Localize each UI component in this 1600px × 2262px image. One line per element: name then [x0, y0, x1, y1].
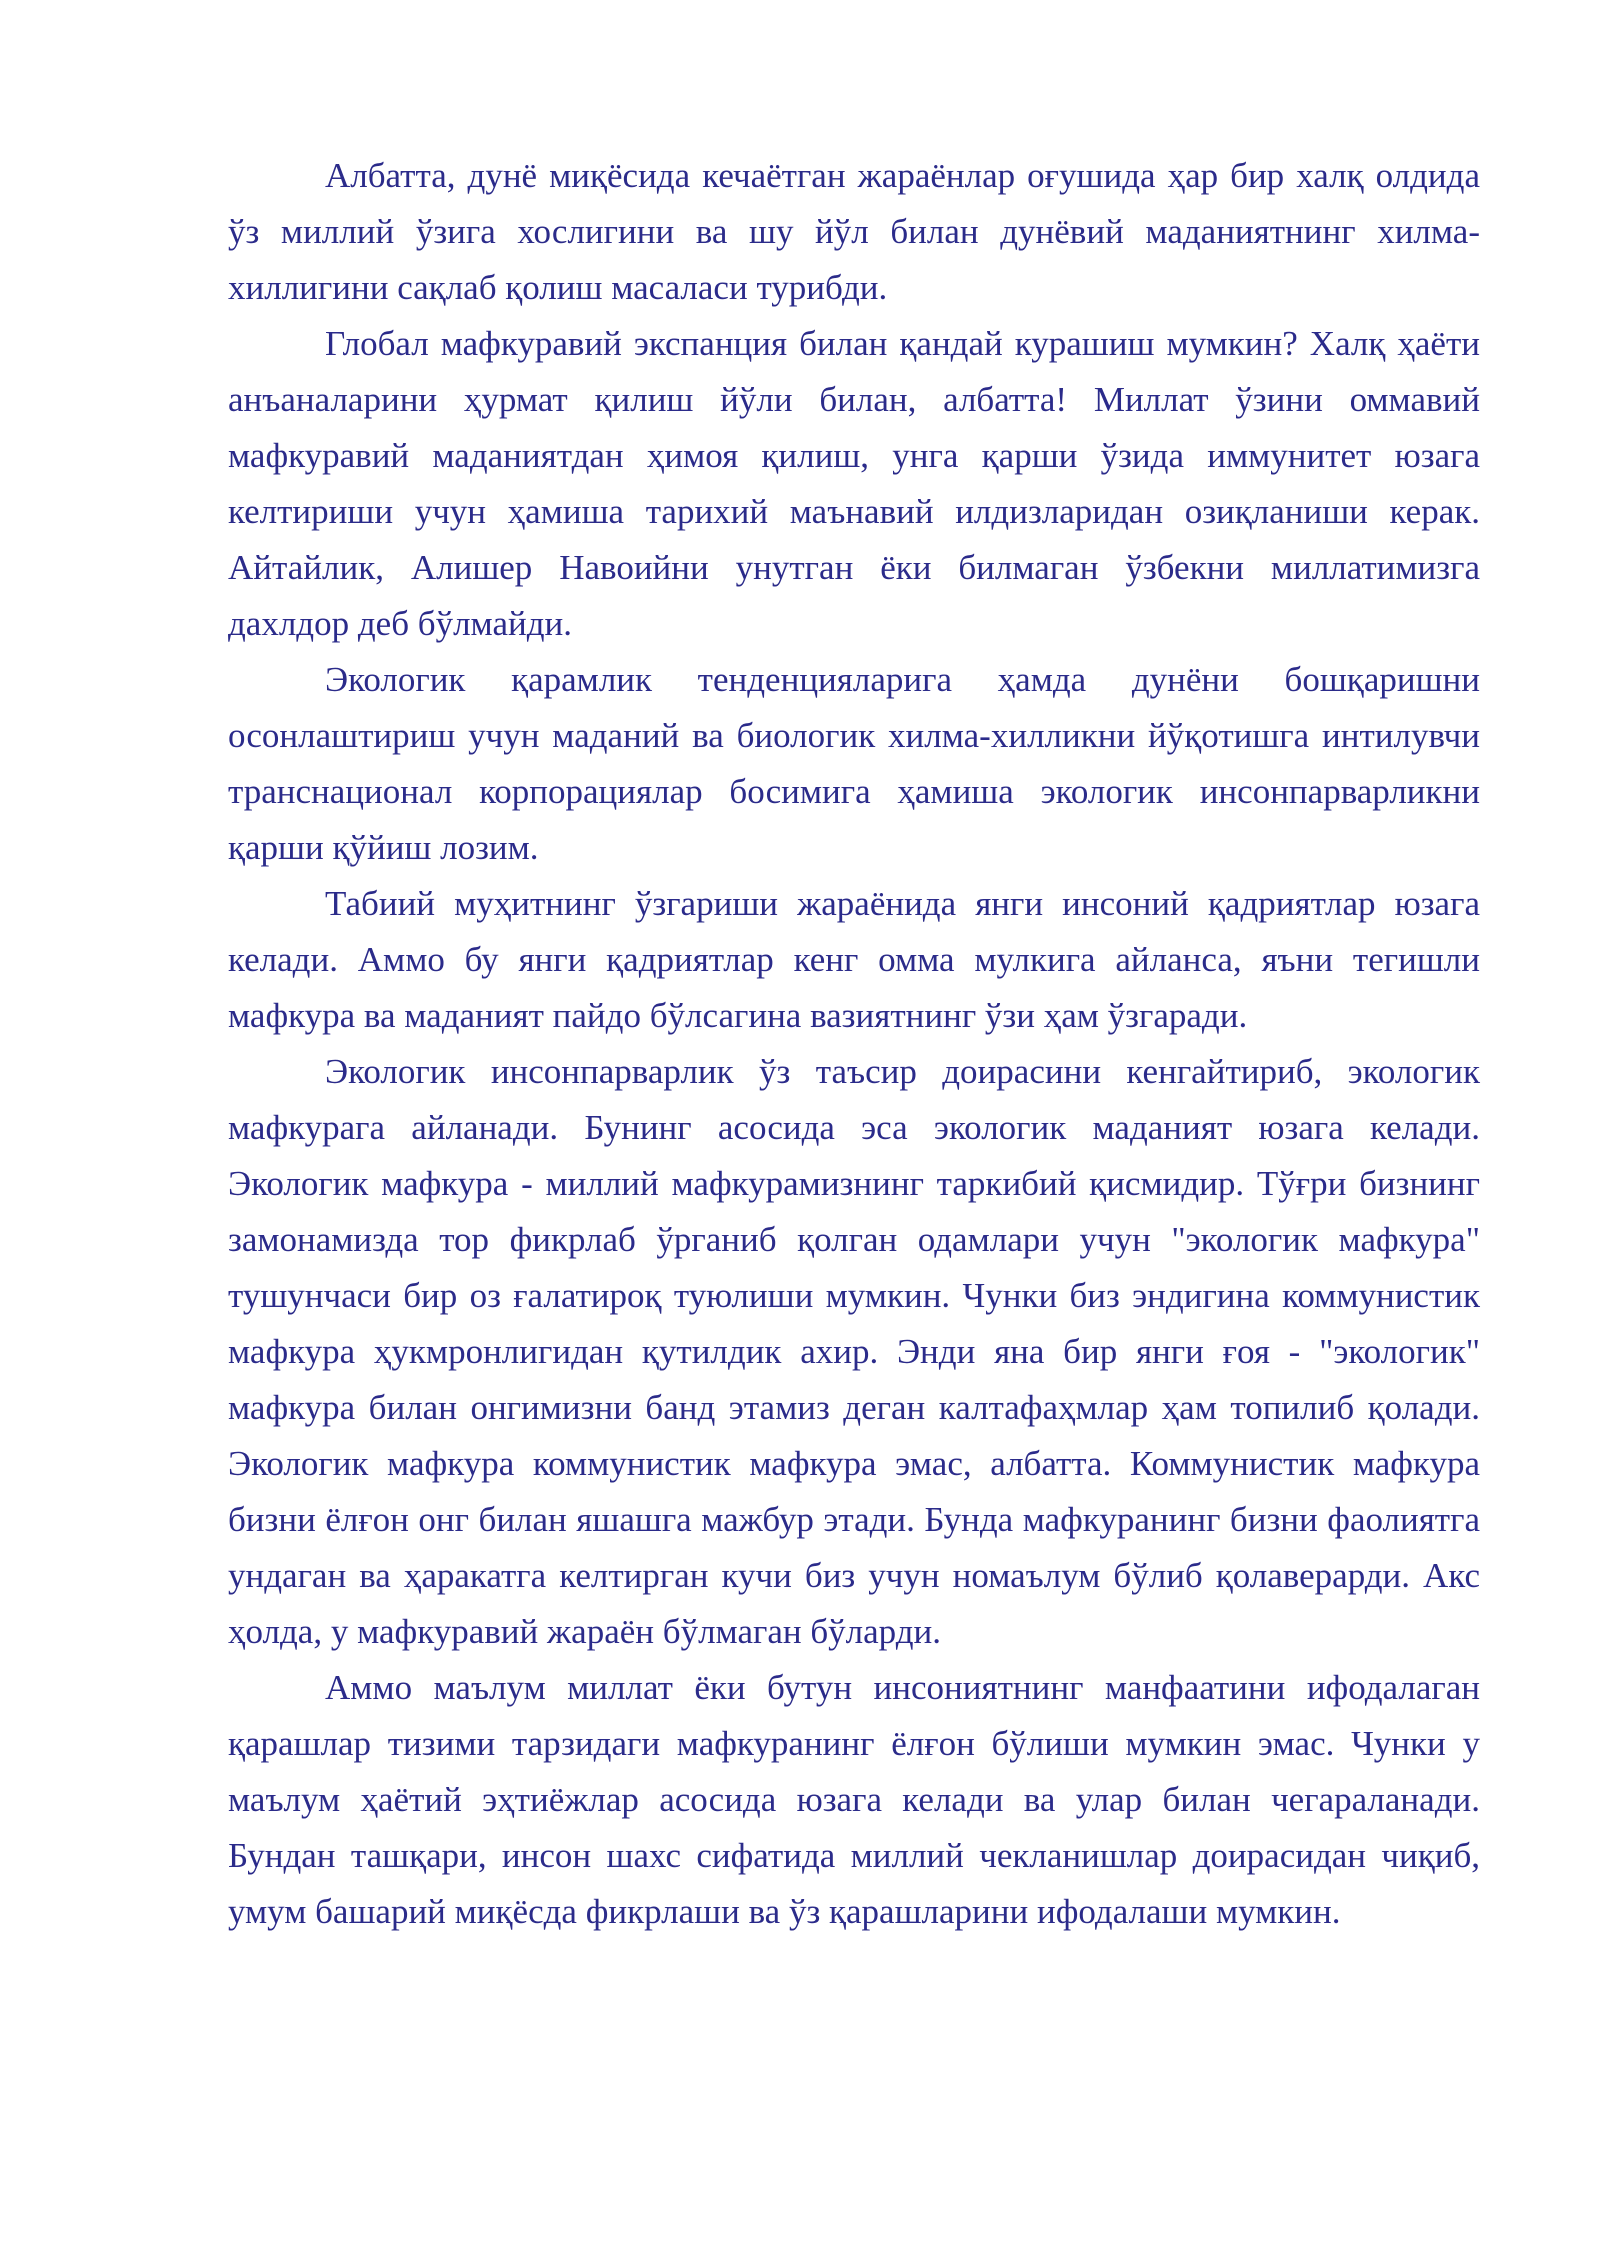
- paragraph-4: Табиий муҳитнинг ўзгариши жараёнида янги инсоний қадриятлар юзага келади. Аммо бу янги қадриятлар кенг омма мулкига айланса, яъни тегишли мафкура ва маданият пайдо бўлсагина вазиятнинг ўзи ҳам ўзгаради.: [228, 884, 1480, 1035]
- paragraph-5: Экологик инсонпарварлик ўз таъсир доирасини кенгайтириб, экологик мафкурага айланади. Бунинг асосида эса экологик маданият юзага келади. Экологик мафкура - миллий мафкурамизнинг таркибий қисмидир. Тўғри бизнинг замонамизда тор фикрлаб ўрганиб қолган одамлари учун "экологик мафкура" тушунчаси бир оз ғалатироқ туюлиши мумкин. Чунки биз эндигина коммунистик мафкура ҳукмронлигидан қутилдик ахир. Энди яна бир янги ғоя - "экологик" мафкура билан онгимизни банд этамиз деган калтафаҳмлар ҳам топилиб қолади. Экологик мафкура коммунистик мафкура эмас, албатта. Коммунистик мафкура бизни ёлғон онг билан яшашга мажбур этади. Бунда мафкуранинг бизни фаолиятга ундаган ва ҳаракатга келтирган кучи биз учун номаълум бўлиб қолаверарди. Акс ҳолда, у мафкуравий жараён бўлмаган бўларди.: [228, 1052, 1480, 1651]
- paragraph-2: Глобал мафкуравий экспанция билан қандай курашиш мумкин? Халқ ҳаёти анъаналарини ҳурмат қилиш йўли билан, албатта! Миллат ўзини оммавий мафкуравий маданиятдан ҳимоя қилиш, унга қарши ўзида иммунитет юзага келтириши учун ҳамиша тарихий маънавий илдизларидан озиқланиши керак. Айтайлик, Алишер Навоийни унутган ёки билмаган ўзбекни миллатимизга дахлдор деб бўлмайди.: [228, 324, 1480, 643]
- paragraph-6: Аммо маълум миллат ёки бутун инсониятнинг манфаатини ифодалаган қарашлар тизими тарзидаги мафкуранинг ёлғон бўлиши мумкин эмас. Чунки у маълум ҳаётий эҳтиёжлар асосида юзага келади ва улар билан чегараланади. Бундан ташқари, инсон шахс сифатида миллий чекланишлар доирасидан чиқиб, умум башарий миқёсда фикрлаши ва ўз қарашларини ифодалаши мумкин.: [228, 1668, 1480, 1931]
- paragraph-3: Экологик қарамлик тенденцияларига ҳамда дунёни бошқаришни осонлаштириш учун маданий ва биологик хилма-хилликни йўқотишга интилувчи транснационал корпорациялар босимига ҳамиша экологик инсонпарварликни қарши қўйиш лозим.: [228, 660, 1480, 867]
- document-body: [228, 148, 1480, 1940]
- paragraph-1: Албатта, дунё миқёсида кечаётган жараёнлар оғушида ҳар бир халқ олдида ўз миллий ўзига хослигини ва шу йўл билан дунёвий маданиятнинг хилма-хиллигини сақлаб қолиш масаласи турибди.: [228, 156, 1480, 307]
